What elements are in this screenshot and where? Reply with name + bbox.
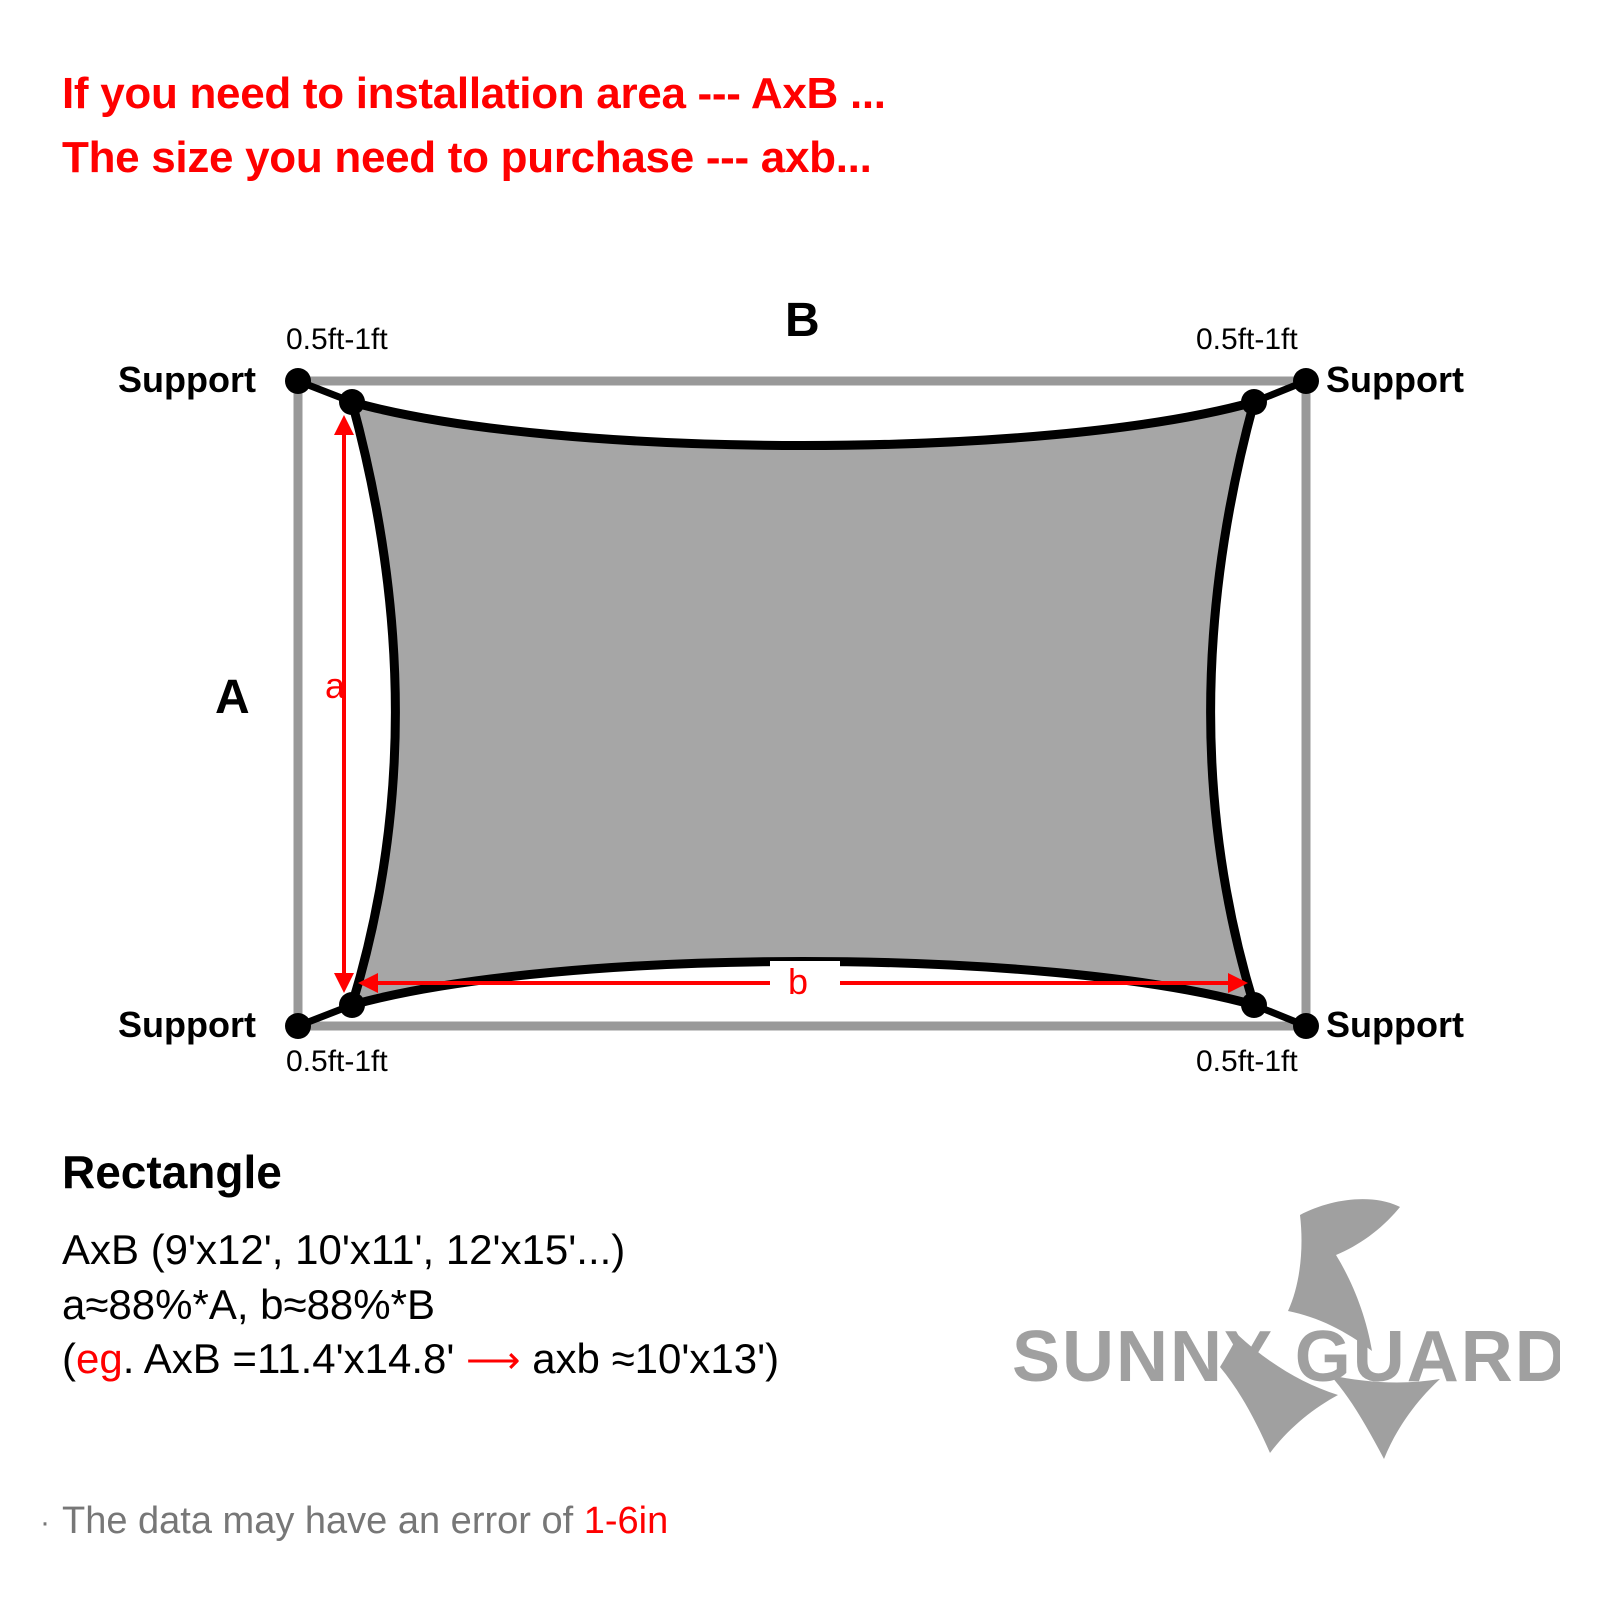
label-tolerance-bottom-right: 0.5ft-1ft [1196, 1045, 1298, 1078]
headline-line-2: The size you need to purchase --- axb... [62, 132, 872, 182]
headline-line-1: If you need to installation area --- AxB ... [62, 69, 886, 118]
bullet-icon: · [40, 1505, 50, 1539]
example-text: . AxB =11.4'x14.8' [122, 1335, 467, 1383]
example-paren-open: ( [62, 1335, 76, 1383]
dimension-arrow-a-bottom [334, 973, 354, 993]
info-line-sizes: AxB (9'x12', 10'x11', 12'x15'...) [62, 1226, 626, 1273]
footnote-text: The data may have an error of [62, 1500, 584, 1542]
label-tolerance-bottom-left: 0.5ft-1ft [286, 1045, 388, 1078]
headline [62, 62, 1362, 190]
sail-corner-top-right [1241, 389, 1267, 415]
footnote [40, 1500, 668, 1543]
label-inner-width-b: b [788, 961, 809, 1002]
info-line-example [62, 1332, 1062, 1387]
label-support-top-right: Support [1326, 359, 1464, 400]
logo-wordmark: SUNNY GUARD [1012, 1317, 1560, 1397]
label-dimension-A: A [215, 671, 250, 724]
example-result: axb ≈10'x13') [520, 1335, 780, 1383]
support-point-top-left [285, 368, 311, 394]
sail-corner-top-left [339, 389, 365, 415]
label-dimension-B: B [785, 294, 820, 347]
label-tolerance-top-left: 0.5ft-1ft [286, 323, 388, 356]
support-point-bottom-left [285, 1013, 311, 1039]
info-block [62, 1145, 1062, 1387]
info-line-formula: a≈88%*A, b≈88%*B [62, 1280, 435, 1328]
shade-sail-diagram [0, 255, 1600, 1078]
label-inner-height-a: a [325, 665, 346, 706]
label-support-bottom-left: Support [118, 1004, 256, 1045]
example-eg-label: eg [76, 1335, 123, 1383]
dimension-arrow-a-top [334, 415, 354, 435]
footnote-error-value: 1-6in [583, 1500, 669, 1542]
label-tolerance-top-right: 0.5ft-1ft [1196, 323, 1298, 356]
logo-svg [1000, 1185, 1560, 1475]
right-arrow-icon: ⟶ [466, 1340, 521, 1383]
support-point-bottom-right [1293, 1013, 1319, 1039]
sail-shape [352, 402, 1254, 1005]
sunny-guard-logo [1000, 1185, 1560, 1475]
sail-corner-bottom-left [339, 992, 365, 1018]
support-point-top-right [1293, 368, 1319, 394]
label-support-top-left: Support [118, 359, 256, 400]
label-support-bottom-right: Support [1326, 1004, 1464, 1045]
shape-title: Rectangle [62, 1146, 282, 1198]
sail-corner-bottom-right [1241, 992, 1267, 1018]
